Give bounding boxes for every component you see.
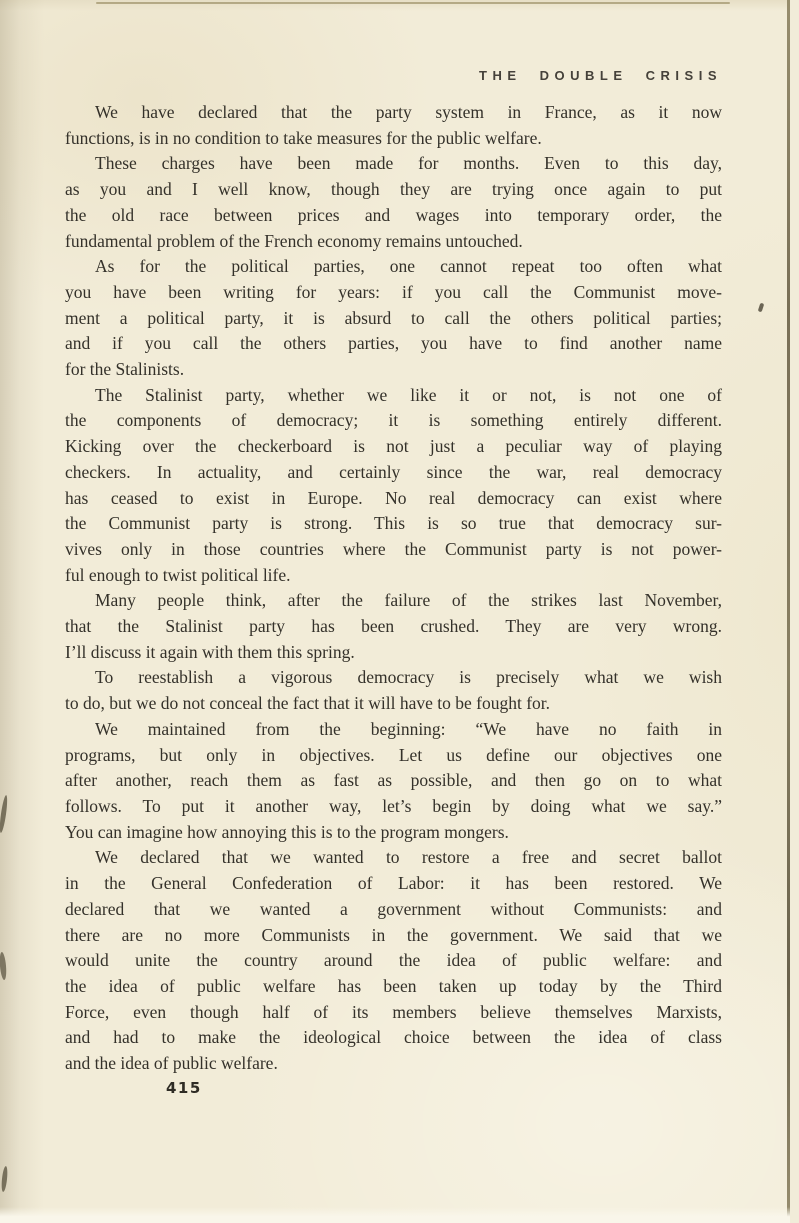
- paragraph: [65, 845, 722, 1076]
- text-line: The Stalinist party, whether we like it or not, is not one of: [95, 384, 722, 405]
- text-line: and if you call the others parties, you have to find another name: [65, 333, 722, 354]
- right-edge-line: [787, 0, 790, 1223]
- text-line: We have declared that the party system in France, as it now: [95, 102, 722, 122]
- text-line: We declared that we wanted to restore a free and secret ballot: [95, 847, 722, 868]
- text-line: that the Stalinist party has been crushed. They are very wrong.: [65, 616, 722, 637]
- text-line: These charges have been made for months. Even to this day,: [95, 153, 722, 174]
- paragraph: [65, 665, 722, 716]
- text-line: the idea of public welfare has been taken up today by the Third: [65, 975, 722, 996]
- ink-speck: [758, 303, 765, 313]
- text-line: the Communist party is strong. This is so true that democracy sur-: [65, 513, 722, 534]
- page-number: 415: [166, 1079, 202, 1097]
- text-line: and had to make the ideological choice between the idea of class: [65, 1027, 722, 1048]
- text-line: We maintained from the beginning: “We have no faith in: [95, 718, 722, 739]
- text-line: As for the political parties, one cannot repeat too often what: [95, 256, 722, 277]
- paragraph: [65, 588, 722, 665]
- text-line: would unite the country around the idea of public welfare: and: [65, 950, 722, 971]
- text-line: To reestablish a vigorous democracy is precisely what we wish: [95, 667, 722, 688]
- top-edge-line: [96, 2, 730, 4]
- paragraph: [65, 383, 722, 589]
- right-page-edge: [790, 0, 799, 1223]
- bottom-edge-shading: [0, 1207, 790, 1223]
- paragraph: [65, 254, 722, 383]
- text-line: there are no more Communists in the government. We said that we: [65, 924, 722, 945]
- running-header: THE DOUBLE CRISIS: [479, 68, 722, 83]
- text-line: the old race between prices and wages into temporary order, the: [65, 204, 722, 225]
- left-binding-shadow: [0, 0, 44, 1223]
- text-line: the components of democracy; it is something entirely different.: [65, 410, 722, 431]
- text-line: vives only in those countries where the Communist party is not power-: [65, 538, 722, 559]
- text-line: in the General Confederation of Labor: it has been restored. We: [65, 873, 722, 894]
- text-line: fundamental problem of the French economy remains untouched.: [65, 230, 523, 251]
- text-line: I’ll discuss it again with them this spring.: [65, 641, 355, 662]
- text-line: ful enough to twist political life.: [65, 564, 291, 585]
- text-block: [65, 100, 722, 1077]
- text-line: checkers. In actuality, and certainly since the war, real democracy: [65, 461, 722, 482]
- text-line: Many people think, after the failure of the strikes last November,: [95, 590, 722, 611]
- text-line: as you and I well know, though they are trying once again to put: [65, 179, 722, 200]
- paragraph: [65, 717, 722, 846]
- text-line: has ceased to exist in Europe. No real democracy can exist where: [65, 487, 722, 508]
- paragraph: [65, 100, 722, 151]
- text-line: Kicking over the checkerboard is not just a peculiar way of playing: [65, 436, 722, 457]
- text-line: declared that we wanted a government without Communists: and: [65, 898, 722, 919]
- text-line: to do, but we do not conceal the fact that it will have to be fought for.: [65, 693, 551, 714]
- text-line: for the Stalinists.: [65, 359, 185, 380]
- paragraph: [65, 151, 722, 254]
- text-line: Force, even though half of its members believe themselves Marxists,: [65, 1001, 722, 1022]
- text-line: you have been writing for years: if you call the Communist move-: [65, 281, 722, 302]
- text-line: and the idea of public welfare.: [65, 1053, 278, 1074]
- text-line: functions, is in no condition to take measures for the public welfare.: [65, 127, 542, 148]
- text-line: ment a political party, it is absurd to call the others political parties;: [65, 307, 722, 328]
- text-line: follows. To put it another way, let’s begin by doing what we say.”: [65, 795, 722, 816]
- text-line: after another, reach them as fast as possible, and then go on to what: [65, 770, 722, 791]
- text-line: programs, but only in objectives. Let us define our objectives one: [65, 744, 722, 765]
- text-line: You can imagine how annoying this is to the program mongers.: [65, 821, 509, 842]
